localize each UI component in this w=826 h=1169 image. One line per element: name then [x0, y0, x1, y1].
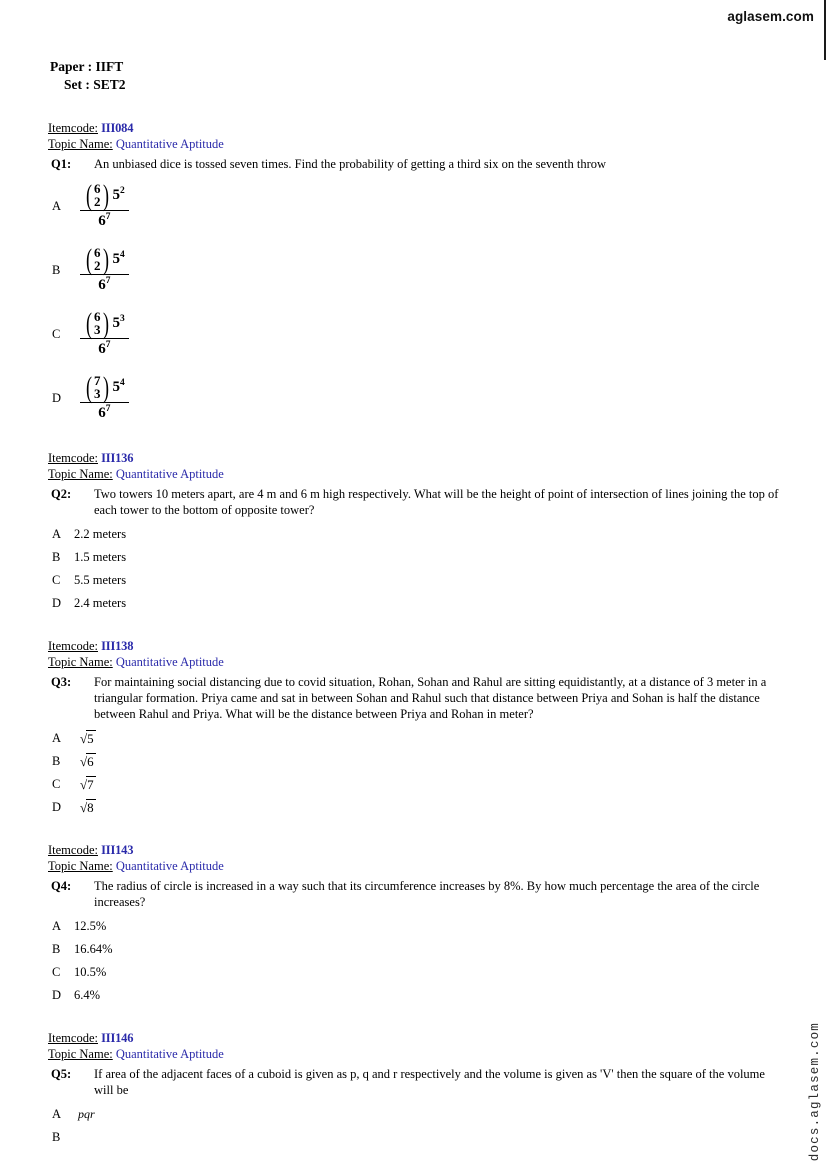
watermark-docs-aglasem-com-vertical: docs.aglasem.com	[808, 1021, 822, 1161]
option-letter: D	[52, 800, 62, 814]
option-text: 12.5%	[74, 919, 107, 933]
denominator-base: 6	[98, 340, 106, 357]
option-letter: C	[52, 777, 61, 791]
numerator-power-exponent: 3	[120, 314, 125, 325]
topic-name-label: Topic Name:	[48, 467, 113, 481]
itemcode-value: III138	[101, 639, 134, 653]
option-letter: D	[52, 596, 62, 610]
itemcode-value: III136	[101, 451, 134, 465]
option-letter: A	[52, 1107, 62, 1121]
binomial-stack	[94, 247, 101, 272]
option-text: 1.5 meters	[74, 550, 127, 564]
right-paren-icon: )	[102, 178, 109, 212]
option-row[interactable]	[48, 987, 783, 1004]
option-square-root	[74, 799, 96, 816]
itemcode-label: Itemcode:	[48, 1031, 98, 1045]
paper-name-line: Paper : IIFT	[50, 59, 124, 74]
numerator-power-base: 5	[112, 379, 120, 396]
set-name-line: Set : SET2	[64, 77, 126, 92]
question-text: For maintaining social distancing due to covid situation, Rohan, Sohan and Rahul are sitting equidistantly, at a distance of 3 meter in a triangular formation. Priya came and sat in between Sohan and Rahul such that distance between Priya and Sohan is half the distance between Rahul and Priya. What will be the distance between Priya and Rohan in meter?	[94, 675, 767, 721]
binomial-k: 2	[94, 193, 101, 209]
denominator-base: 6	[98, 404, 106, 421]
topic-name-label: Topic Name:	[48, 1047, 113, 1061]
numerator-power-exponent: 4	[120, 250, 125, 261]
option-letter: B	[52, 263, 61, 277]
option-text: 10.5%	[74, 965, 107, 979]
option-fraction	[74, 178, 129, 230]
itemcode-label: Itemcode:	[48, 121, 98, 135]
option-row[interactable]	[48, 180, 783, 232]
option-letter: A	[52, 527, 62, 541]
denominator-exponent: 7	[105, 339, 111, 350]
options-list	[48, 1106, 783, 1146]
question-block	[48, 1030, 783, 1146]
question-row	[48, 878, 783, 910]
left-paren-icon: (	[86, 370, 92, 404]
radicand-value: 7	[87, 777, 94, 792]
option-row[interactable]	[48, 918, 783, 935]
question-row	[48, 1066, 783, 1098]
fraction-numerator	[80, 242, 129, 276]
right-paren-icon: )	[102, 242, 109, 276]
radicand-value: 6	[87, 754, 94, 769]
binomial-coefficient	[84, 370, 111, 404]
topic-name-line	[48, 1046, 783, 1062]
option-row[interactable]	[48, 730, 783, 747]
numerator-power-exponent: 2	[120, 186, 125, 197]
topic-name-value: Quantitative Aptitude	[115, 655, 224, 669]
option-row[interactable]	[48, 799, 783, 816]
topic-name-value: Quantitative Aptitude	[115, 1047, 224, 1061]
option-square-root	[74, 776, 96, 793]
denominator-exponent: 7	[105, 275, 111, 286]
option-letter: B	[52, 942, 61, 956]
itemcode-label: Itemcode:	[48, 639, 98, 653]
itemcode-line	[48, 842, 783, 858]
option-letter: B	[52, 754, 61, 768]
option-fraction	[74, 242, 129, 294]
option-row[interactable]	[48, 1106, 783, 1123]
option-letter: A	[52, 731, 62, 745]
option-row[interactable]	[48, 595, 783, 612]
options-list	[48, 918, 783, 1004]
left-paren-icon: (	[86, 178, 92, 212]
options-list	[48, 526, 783, 612]
option-row[interactable]	[48, 941, 783, 958]
numerator-power-base: 5	[112, 251, 120, 268]
option-row[interactable]	[48, 776, 783, 793]
topic-name-value: Quantitative Aptitude	[115, 859, 224, 873]
options-list	[48, 730, 783, 816]
denominator-base: 6	[98, 276, 106, 293]
document-content	[48, 58, 783, 1152]
numerator-power	[111, 379, 125, 395]
binomial-coefficient	[84, 242, 111, 276]
itemcode-value: III084	[101, 121, 134, 135]
itemcode-line	[48, 638, 783, 654]
option-letter: B	[52, 550, 61, 564]
radical-sign-icon: √	[80, 777, 88, 792]
question-block	[48, 450, 783, 612]
option-row[interactable]	[48, 372, 783, 424]
option-row[interactable]	[48, 964, 783, 981]
numerator-power	[111, 251, 125, 267]
option-square-root	[74, 753, 96, 770]
binomial-coefficient	[84, 178, 111, 212]
topic-name-line	[48, 136, 783, 152]
option-letter: C	[52, 965, 61, 979]
option-row[interactable]	[48, 526, 783, 543]
right-paren-icon: )	[102, 306, 109, 340]
question-block	[48, 120, 783, 424]
question-block	[48, 638, 783, 816]
itemcode-line	[48, 450, 783, 466]
binomial-n: 6	[94, 309, 101, 324]
fraction-numerator	[80, 370, 129, 404]
itemcode-label: Itemcode:	[48, 843, 98, 857]
option-row[interactable]	[48, 549, 783, 566]
topic-name-value: Quantitative Aptitude	[115, 467, 224, 481]
fraction-denominator	[80, 211, 129, 230]
binomial-coefficient	[84, 306, 111, 340]
binomial-stack	[94, 183, 101, 208]
topic-name-label: Topic Name:	[48, 137, 113, 151]
binomial-stack	[94, 375, 101, 400]
fraction-denominator	[80, 403, 129, 422]
radicand-value: 5	[87, 731, 94, 746]
topic-name-line	[48, 858, 783, 874]
watermark-aglasem-com: aglasem.com	[727, 9, 814, 24]
option-letter: D	[52, 988, 62, 1002]
options-list	[48, 180, 783, 424]
option-letter: A	[52, 919, 62, 933]
radical-sign-icon: √	[80, 754, 88, 769]
questions-container	[48, 120, 783, 1146]
question-number: Q4:	[51, 879, 72, 893]
radicand-value: 8	[87, 800, 94, 815]
question-block	[48, 842, 783, 1004]
question-text: Two towers 10 meters apart, are 4 m and 6 m high respectively. What will be the height of point of intersection of lines joining the top of each tower to the bottom of opposite tower?	[94, 487, 779, 517]
binomial-stack	[94, 311, 101, 336]
itemcode-value: III143	[101, 843, 134, 857]
denominator-exponent: 7	[105, 211, 111, 222]
question-row	[48, 674, 783, 722]
option-row[interactable]	[48, 1129, 783, 1146]
left-paren-icon: (	[86, 242, 92, 276]
fraction-denominator	[80, 275, 129, 294]
option-row[interactable]	[48, 572, 783, 589]
option-letter: A	[52, 199, 62, 213]
option-text: 16.64%	[74, 942, 113, 956]
left-paren-icon: (	[86, 306, 92, 340]
binomial-k: 3	[94, 321, 101, 337]
fraction-numerator	[80, 178, 129, 212]
option-fraction	[74, 370, 129, 422]
fraction-numerator	[80, 306, 129, 340]
question-text: If area of the adjacent faces of a cuboid is given as p, q and r respectively and the volume is given as 'V' then the square of the volume will be	[94, 1067, 765, 1097]
option-row[interactable]	[48, 244, 783, 296]
numerator-power-base: 5	[112, 187, 120, 204]
paper-header	[48, 58, 783, 94]
option-square-root	[74, 730, 96, 747]
option-fraction	[74, 306, 129, 358]
topic-name-label: Topic Name:	[48, 859, 113, 873]
itemcode-label: Itemcode:	[48, 451, 98, 465]
option-text: pqr	[78, 1107, 95, 1121]
topic-name-value: Quantitative Aptitude	[115, 137, 224, 151]
option-row[interactable]	[48, 753, 783, 770]
denominator-base: 6	[98, 212, 106, 229]
denominator-exponent: 7	[105, 403, 111, 414]
binomial-k: 2	[94, 257, 101, 273]
question-row	[48, 156, 783, 172]
option-letter: C	[52, 573, 61, 587]
radical-sign-icon: √	[80, 731, 88, 746]
option-letter: D	[52, 391, 62, 405]
topic-name-line	[48, 654, 783, 670]
itemcode-line	[48, 1030, 783, 1046]
itemcode-value: III146	[101, 1031, 134, 1045]
topic-name-line	[48, 466, 783, 482]
binomial-n: 6	[94, 245, 101, 260]
numerator-power-base: 5	[112, 315, 120, 332]
option-letter: C	[52, 327, 61, 341]
binomial-n: 6	[94, 181, 101, 196]
option-text: 6.4%	[74, 988, 101, 1002]
option-text: 2.4 meters	[74, 596, 127, 610]
radical-sign-icon: √	[80, 800, 88, 815]
topic-name-label: Topic Name:	[48, 655, 113, 669]
option-row[interactable]	[48, 308, 783, 360]
numerator-power	[111, 187, 125, 203]
question-text: An unbiased dice is tossed seven times. Find the probability of getting a third six on the seventh throw	[94, 157, 607, 171]
numerator-power-exponent: 4	[120, 378, 125, 389]
numerator-power	[111, 315, 125, 331]
option-letter: B	[52, 1130, 61, 1144]
itemcode-line	[48, 120, 783, 136]
question-text: The radius of circle is increased in a way such that its circumference increases by 8%. By how much percentage the area of the circle increases?	[94, 879, 760, 909]
question-number: Q2:	[51, 487, 72, 501]
question-number: Q5:	[51, 1067, 72, 1081]
right-paren-icon: )	[102, 370, 109, 404]
option-text: 2.2 meters	[74, 527, 127, 541]
question-number: Q3:	[51, 675, 72, 689]
binomial-k: 3	[94, 385, 101, 401]
question-row	[48, 486, 783, 518]
binomial-n: 7	[94, 373, 101, 388]
fraction-denominator	[80, 339, 129, 358]
question-number: Q1:	[51, 157, 72, 171]
option-text: 5.5 meters	[74, 573, 127, 587]
